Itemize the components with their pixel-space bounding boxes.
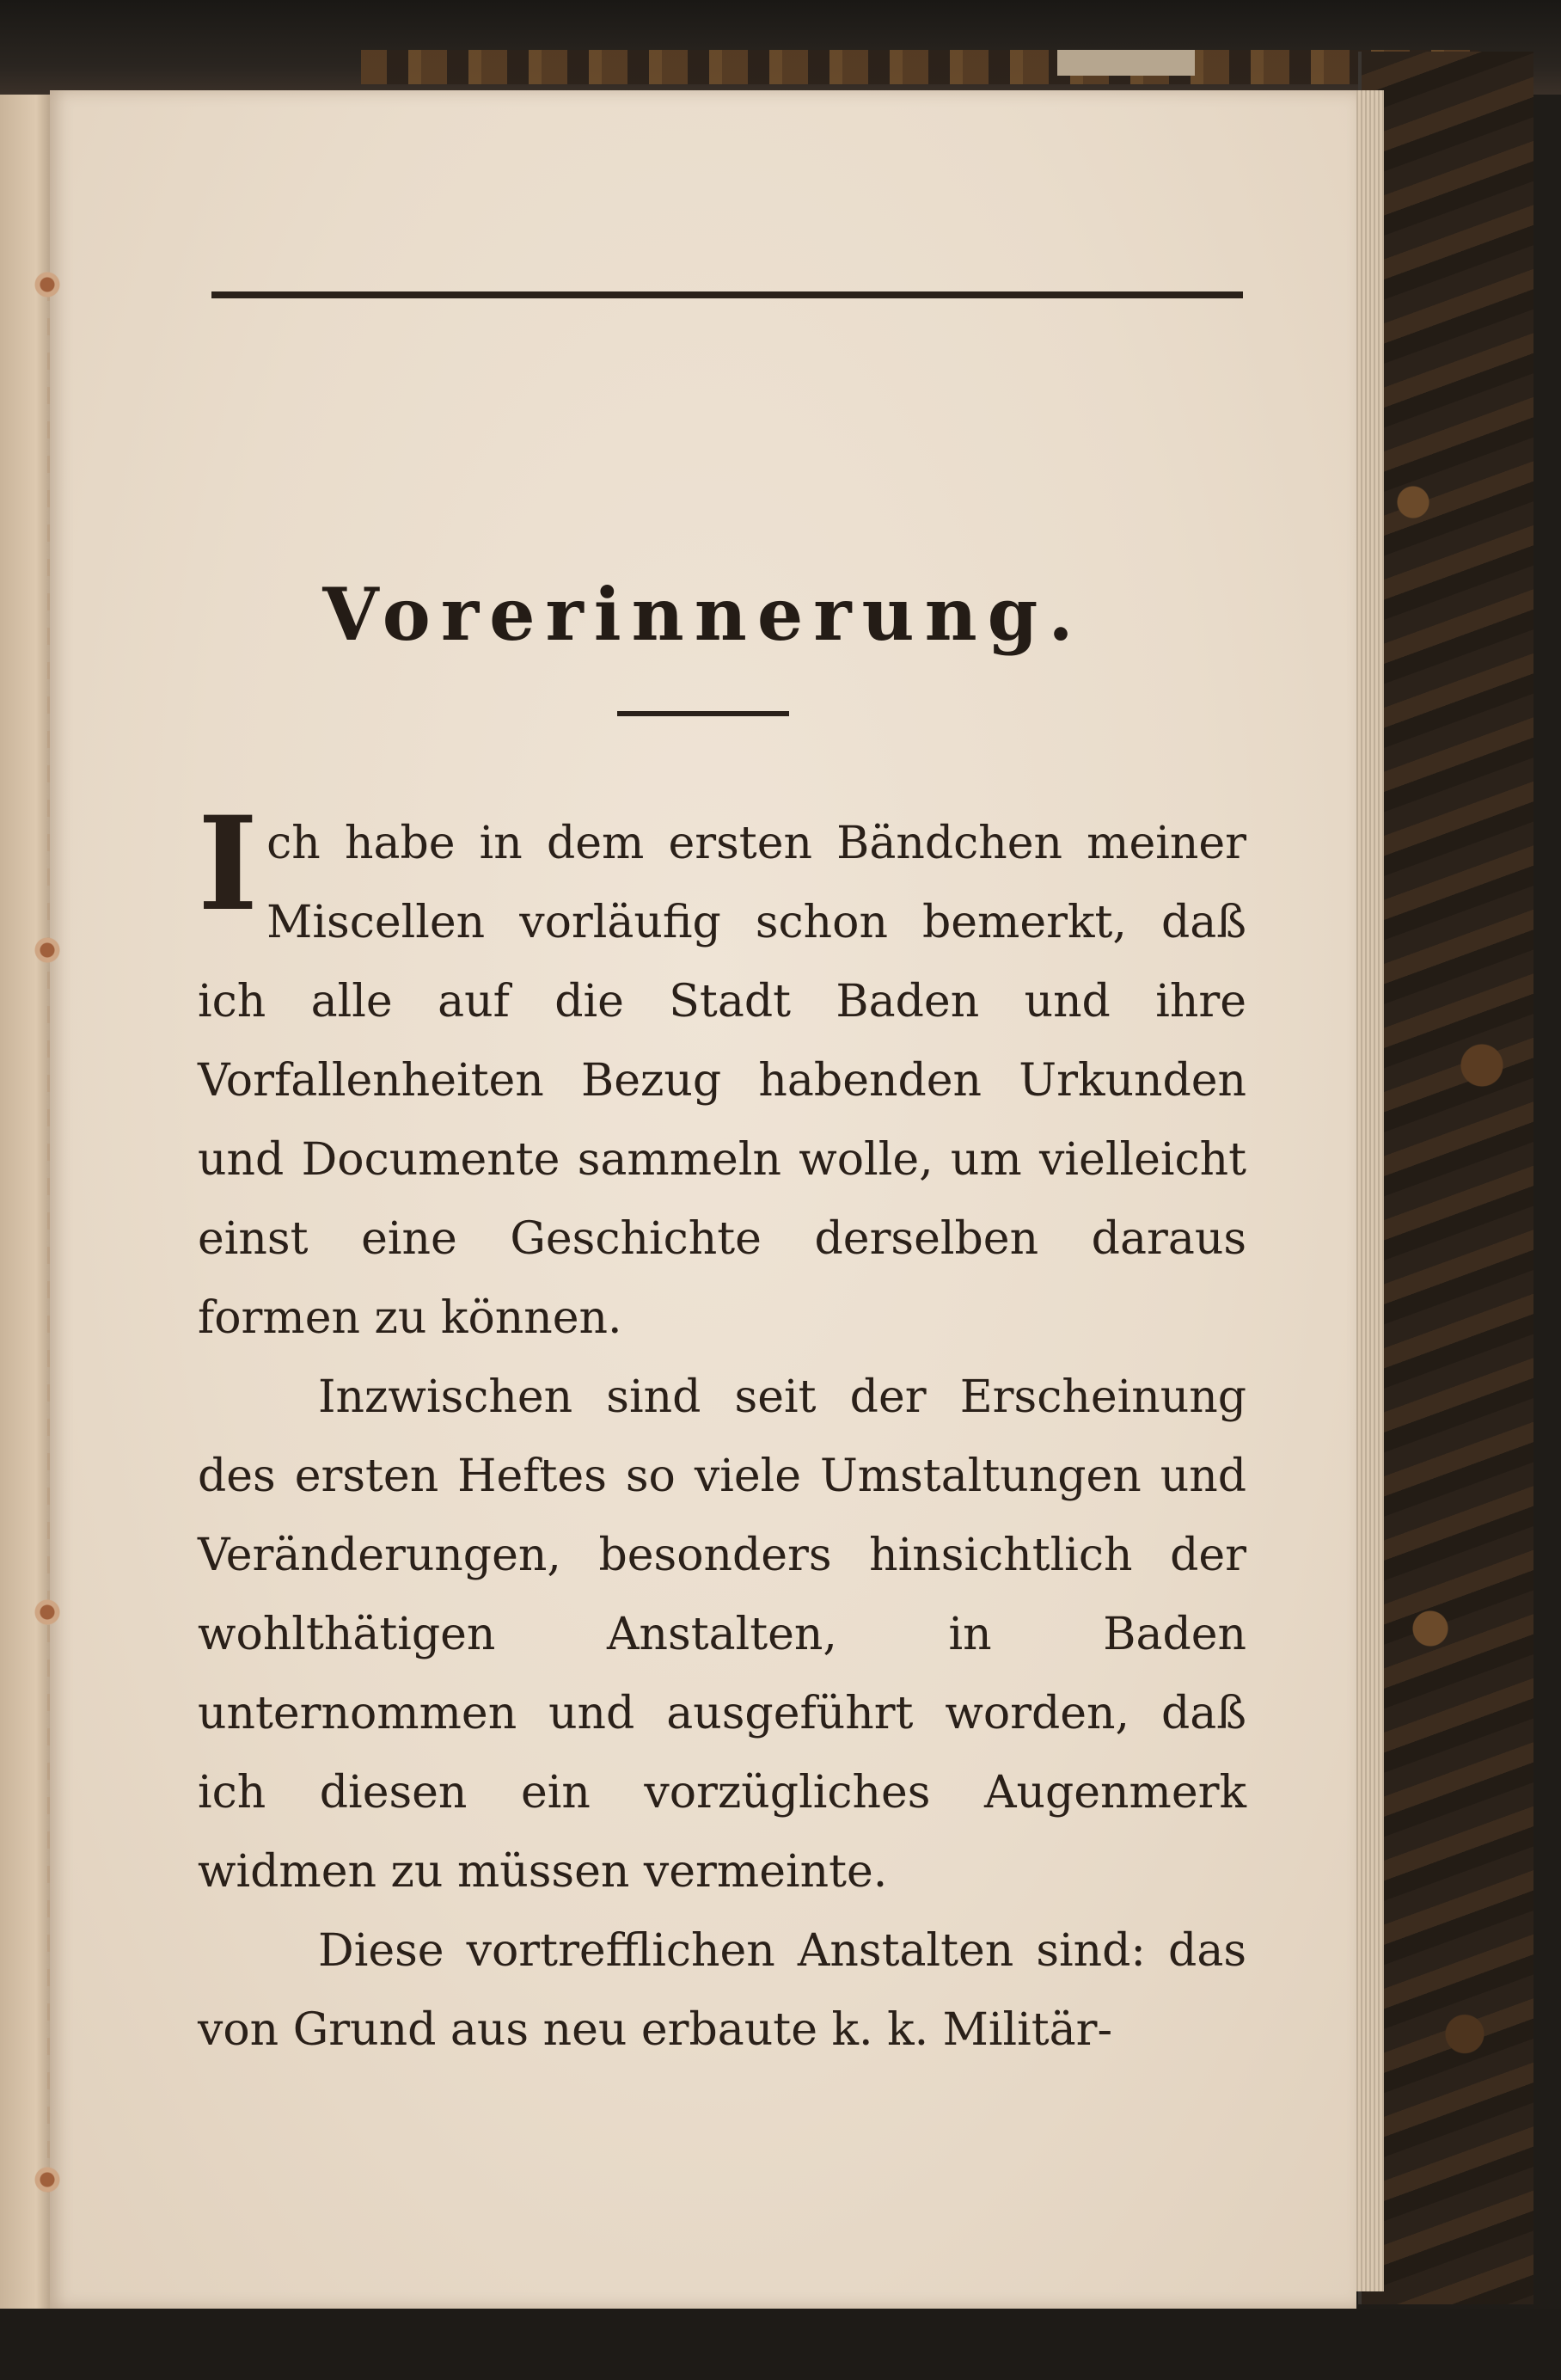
header-rule xyxy=(211,291,1243,298)
page-title: Vorerinnerung. xyxy=(322,572,1084,657)
paragraph: Inzwischen sind seit der Erscheinung des ersten Heftes so viele Umstaltungen und Veränderungen, besonders hinsichtlich der wohlthätigen Anstalten, in Baden unternommen und ausgeführt worden, daß ich diesen ein vorzügliches Augenmerk widmen zu müssen vermeinte. xyxy=(198,1371,1246,1898)
marbled-cover-top xyxy=(361,50,1478,84)
title-rule xyxy=(617,711,789,716)
page-content xyxy=(50,90,1356,2309)
marbled-cover-board xyxy=(1358,52,1533,2304)
cover-label-scrap xyxy=(1057,50,1195,76)
background-bottom xyxy=(0,2309,1561,2380)
paragraph: Diese vortrefflichen Anstalten sind: das von Grund aus neu erbaute k. k. Militär- xyxy=(198,1925,1246,2056)
paragraph: Ich habe in dem ersten Bändchen meiner Miscellen vorläufig schon bemerkt, daß ich alle auf die Stadt Baden und ihre Vorfallenheiten Bezug habenden Urkunden und Documente sammeln wolle, um vielleicht einst eine Geschichte derselben daraus formen zu können. xyxy=(198,788,1246,1344)
facing-page-edge xyxy=(0,95,52,2313)
body-text xyxy=(198,788,1246,2070)
